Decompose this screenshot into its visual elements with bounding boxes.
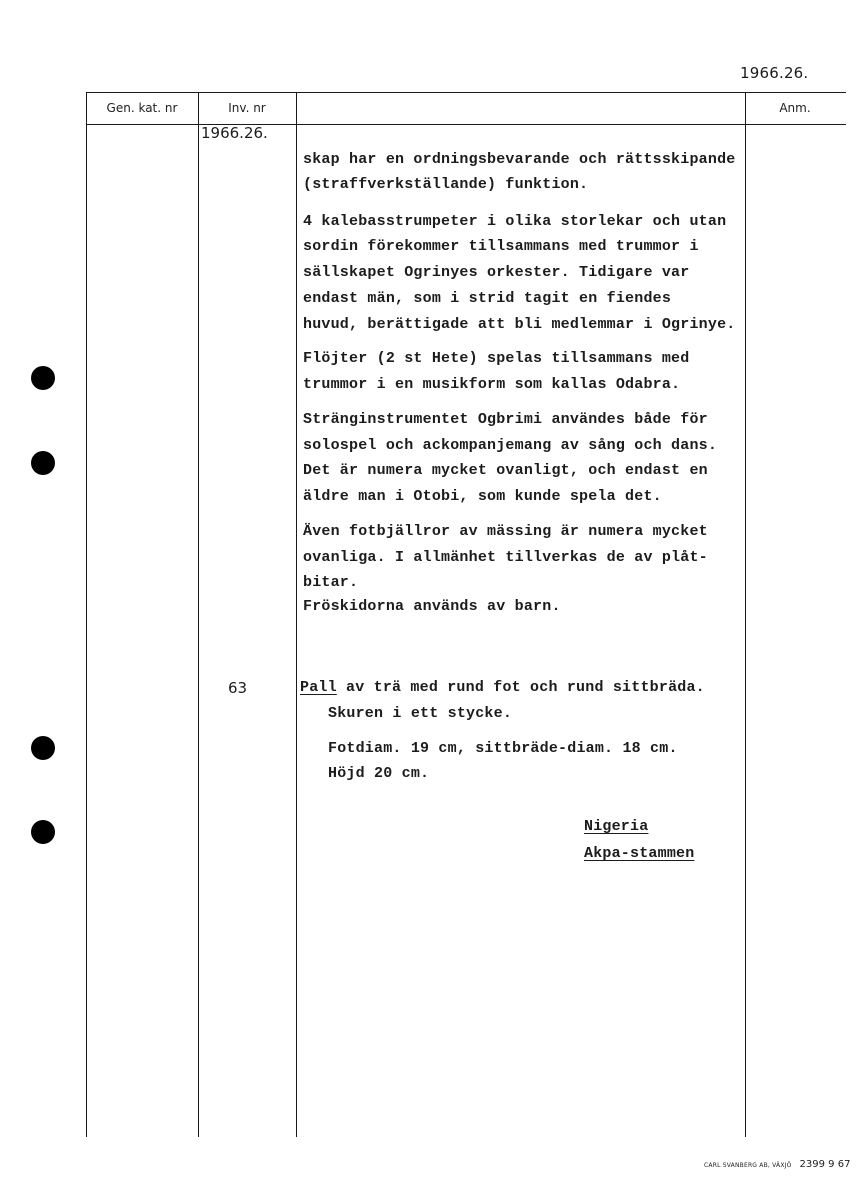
text-line: endast män, som i strid tagit en fiendes (303, 290, 672, 307)
measurement-line: Höjd 20 cm. (328, 765, 430, 782)
text-line: trummor i en musikform som kallas Odabra. (303, 376, 681, 393)
entry-inv-nr: 1966.26. (201, 124, 268, 142)
text-line: ovanliga. I allmänhet tillverkas de av plåt- (303, 549, 708, 566)
text-line (300, 679, 705, 696)
origin-country: Nigeria (584, 818, 649, 835)
column-divider (86, 92, 87, 1137)
text-line: sordin förekommer tillsammans med trummor i (303, 238, 699, 255)
entry-description (300, 0, 740, 1200)
object-title-rest: av trä med rund fot och rund sittbräda. (336, 679, 705, 696)
header-gen-kat-nr: Gen. kat. nr (106, 101, 178, 115)
text-line: solospel och ackompanjemang av sång och dans. (303, 437, 718, 454)
origin-tribe: Akpa-stammen (584, 845, 695, 862)
text-line: huvud, berättigade att bli medlemmar i Ogrinye. (303, 316, 736, 333)
form-number: 2399 9 67 (799, 1159, 851, 1170)
column-divider (296, 92, 297, 1137)
text-line: äldre man i Otobi, som kunde spela det. (303, 488, 662, 505)
punch-hole (31, 820, 55, 844)
text-line: Skuren i ett stycke. (328, 705, 513, 722)
punch-hole (31, 736, 55, 760)
entry-inv-nr: 63 (228, 679, 248, 697)
column-divider (745, 92, 746, 1137)
text-line: Stränginstrumentet Ogbrimi användes både för (303, 411, 708, 428)
punch-hole (31, 366, 55, 390)
text-line: skap har en ordningsbevarande och rättsskipande (303, 151, 736, 168)
header-inv-nr: Inv. nr (228, 101, 266, 115)
text-line: Det är numera mycket ovanligt, och endast en (303, 462, 708, 479)
text-line: (straffverkställande) funktion. (303, 176, 589, 193)
text-line: bitar. (303, 574, 359, 591)
column-divider (198, 92, 199, 1137)
header-anm: Anm. (779, 101, 811, 115)
top-reference-number: 1966.26. (740, 64, 809, 82)
text-line: Flöjter (2 st Hete) spelas tillsammans med (303, 350, 690, 367)
object-name: Pall (300, 679, 337, 696)
measurement-line: Fotdiam. 19 cm, sittbräde-diam. 18 cm. (328, 740, 678, 757)
text-line: Även fotbjällror av mässing är numera mycket (303, 523, 708, 540)
punch-hole (31, 451, 55, 475)
text-line: sällskapet Ogrinyes orkester. Tidigare var (303, 264, 690, 281)
text-line: 4 kalebasstrumpeter i olika storlekar och utan (303, 213, 727, 230)
printer-mark: CARL SVANBERG AB, VÄXJÖ (704, 1162, 792, 1169)
text-line: Fröskidorna används av barn. (303, 598, 561, 615)
printer-imprint (704, 1154, 850, 1172)
